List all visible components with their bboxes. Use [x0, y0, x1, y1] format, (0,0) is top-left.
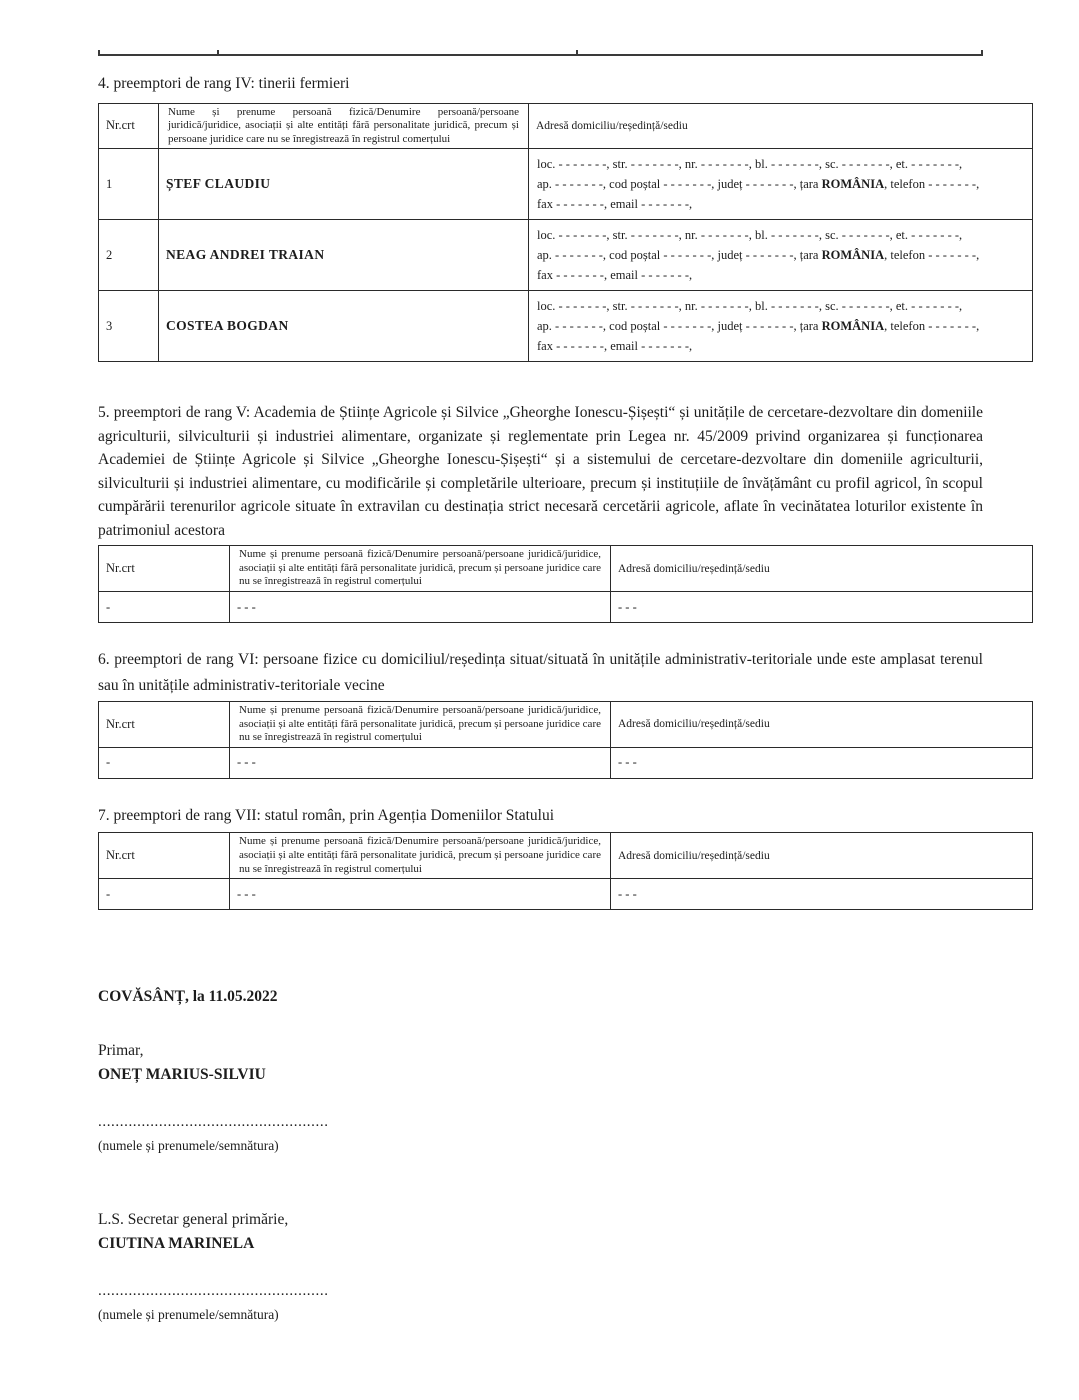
secretary-title: L.S. Secretar general primărie,: [98, 1211, 289, 1229]
mayor-signature-line: .....................................................: [98, 1114, 329, 1131]
row-number-cell: 1: [99, 149, 159, 220]
signature-block: [98, 988, 983, 1323]
page-break-rule: [98, 54, 983, 56]
rang5-table: [98, 545, 1033, 623]
address-line-3: fax - - - - - - -, email - - - - - - -,: [537, 197, 693, 212]
row-number-cell: -: [99, 879, 230, 910]
col-header-nr: Nr.crt: [99, 546, 230, 592]
place-date: COVĂSÂNȚ, la 11.05.2022: [98, 988, 278, 1006]
table-row: [99, 291, 1033, 362]
address-line-3: fax - - - - - - -, email - - - - - - -,: [537, 268, 693, 283]
address-cell: - - -: [611, 747, 1033, 778]
section-6-heading: 6. preemptori de rang VI: persoane fizice cu domiciliul/reședința situat/situată în unitățile administrativ-teritoriale unde este amplasat terenul sau în unitățile administrativ-teritoriale vecine: [98, 651, 983, 695]
address-line-1: loc. - - - - - - -, str. - - - - - - -, nr. - - - - - - -, bl. - - - - - - -, sc. - - - - - - -, et. - - - - - - -,: [537, 299, 963, 314]
address-line-1: loc. - - - - - - -, str. - - - - - - -, nr. - - - - - - -, bl. - - - - - - -, sc. - - - - - - -, et. - - - - - - -,: [537, 157, 963, 172]
section-5-heading: 5. preemptori de rang V: Academia de Științe Agricole și Silvice „Gheorghe Ionescu-Șișești“ și unitățile de cercetare-dezvoltare din domeniile agriculturii, silviculturii și industriei alimentare, organizate și reglementate prin Legea nr. 45/2009 privind organizarea și funcționarea Academiei de Științe Agricole și Silvice „Gheorghe Ionescu-Șișești“ și a sistemului de cercetare-dezvoltare din domeniile agriculturii, silviculturii și industriei alimentare, cu modificările și completările ulterioare, precum și instituțiile de învățământ cu profil agricol, în scopul cumpărării terenurilor agricole situate în extravilan cu destinația strict necesară cercetării agricole, aflate în vecinătatea loturilor existente în patrimoniul acestora: [98, 404, 983, 539]
name-cell: - - -: [230, 879, 611, 910]
table-header-row: [99, 546, 1033, 592]
table-header-row: [99, 833, 1033, 879]
table-row: [99, 592, 1033, 623]
col-header-address: Adresă domiciliu/reședință/sediu: [611, 702, 1033, 748]
row-number-cell: -: [99, 747, 230, 778]
rang7-table: [98, 832, 1033, 910]
rang6-table: [98, 701, 1033, 779]
col-header-name: Nume și prenume persoană fizică/Denumire persoană/persoane juridică/juridice, asociații și alte entități fără personalitate juridică, precum și persoane juridice care nu se înregistrează în registrul comerțului: [230, 546, 611, 592]
col-header-name: Nume și prenume persoană fizică/Denumire persoană/persoane juridică/juridice, asociații și alte entități fără personalitate juridică, precum și persoane juridice care nu se înregistrează în registrul comerțului: [230, 702, 611, 748]
mayor-name: ONEȚ MARIUS-SILVIU: [98, 1066, 266, 1084]
name-cell: COSTEA BOGDAN: [159, 291, 529, 362]
address-line-1: loc. - - - - - - -, str. - - - - - - -, nr. - - - - - - -, bl. - - - - - - -, sc. - - - - - - -, et. - - - - - - -,: [537, 228, 963, 243]
secretary-signature-line: .....................................................: [98, 1283, 329, 1300]
address-line-2: ap. - - - - - - -, cod poștal - - - - - - -, județ - - - - - - -, țara: [537, 248, 822, 263]
document-content: [0, 54, 1079, 1323]
rang4-table: [98, 103, 1033, 363]
mayor-title: Primar,: [98, 1042, 144, 1060]
section-4-heading: 4. preemptori de rang IV: tinerii fermieri: [98, 75, 350, 92]
name-cell: NEAG ANDREI TRAIAN: [159, 220, 529, 291]
country-name: ROMÂNIA: [821, 319, 885, 334]
address-line-3: fax - - - - - - -, email - - - - - - -,: [537, 339, 693, 354]
col-header-name: Nume și prenume persoană fizică/Denumire persoană/persoane juridică/juridice, asociații și alte entități fără personalitate juridică, precum și persoane juridice care nu se înregistrează în registrul comerțului: [230, 833, 611, 879]
address-line-2b: , telefon - - - - - - -,: [884, 177, 980, 192]
table-row: [99, 220, 1033, 291]
country-name: ROMÂNIA: [821, 248, 885, 263]
row-number-cell: 2: [99, 220, 159, 291]
column-tick: [981, 50, 983, 56]
row-number-cell: -: [99, 592, 230, 623]
address-line-2b: , telefon - - - - - - -,: [884, 319, 980, 334]
col-header-address: Adresă domiciliu/reședință/sediu: [529, 103, 1033, 149]
signature-caption: (numele și prenumele/semnătura): [98, 1307, 279, 1323]
address-cell: [529, 220, 1033, 291]
section-7-heading: 7. preemptori de rang VII: statul român, prin Agenția Domeniilor Statului: [98, 806, 555, 824]
column-tick: [98, 50, 100, 56]
table-row: [99, 747, 1033, 778]
address-line-2: ap. - - - - - - -, cod poștal - - - - - - -, județ - - - - - - -, țara: [537, 319, 822, 334]
address-cell: [529, 149, 1033, 220]
country-name: ROMÂNIA: [821, 177, 885, 192]
address-cell: [529, 291, 1033, 362]
table-row: [99, 879, 1033, 910]
name-cell: ȘTEF CLAUDIU: [159, 149, 529, 220]
col-header-name: Nume și prenume persoană fizică/Denumire persoană/persoane juridică/juridice, asociații și alte entități fără personalitate juridică, precum și persoane juridice care nu se înregistrează în registrul comerțului: [159, 103, 529, 149]
address-line-2: ap. - - - - - - -, cod poștal - - - - - - -, județ - - - - - - -, țara: [537, 177, 822, 192]
col-header-address: Adresă domiciliu/reședință/sediu: [611, 833, 1033, 879]
row-number-cell: 3: [99, 291, 159, 362]
table-row: [99, 149, 1033, 220]
table-header-row: [99, 103, 1033, 149]
col-header-nr: Nr.crt: [99, 103, 159, 149]
address-cell: - - -: [611, 592, 1033, 623]
name-cell: - - -: [230, 592, 611, 623]
name-cell: - - -: [230, 747, 611, 778]
column-tick: [576, 50, 578, 56]
column-tick: [217, 50, 219, 56]
signature-caption: (numele și prenumele/semnătura): [98, 1138, 279, 1154]
col-header-nr: Nr.crt: [99, 833, 230, 879]
address-cell: - - -: [611, 879, 1033, 910]
col-header-address: Adresă domiciliu/reședință/sediu: [611, 546, 1033, 592]
col-header-nr: Nr.crt: [99, 702, 230, 748]
address-line-2b: , telefon - - - - - - -,: [884, 248, 980, 263]
secretary-name: CIUTINA MARINELA: [98, 1235, 255, 1253]
table-header-row: [99, 702, 1033, 748]
